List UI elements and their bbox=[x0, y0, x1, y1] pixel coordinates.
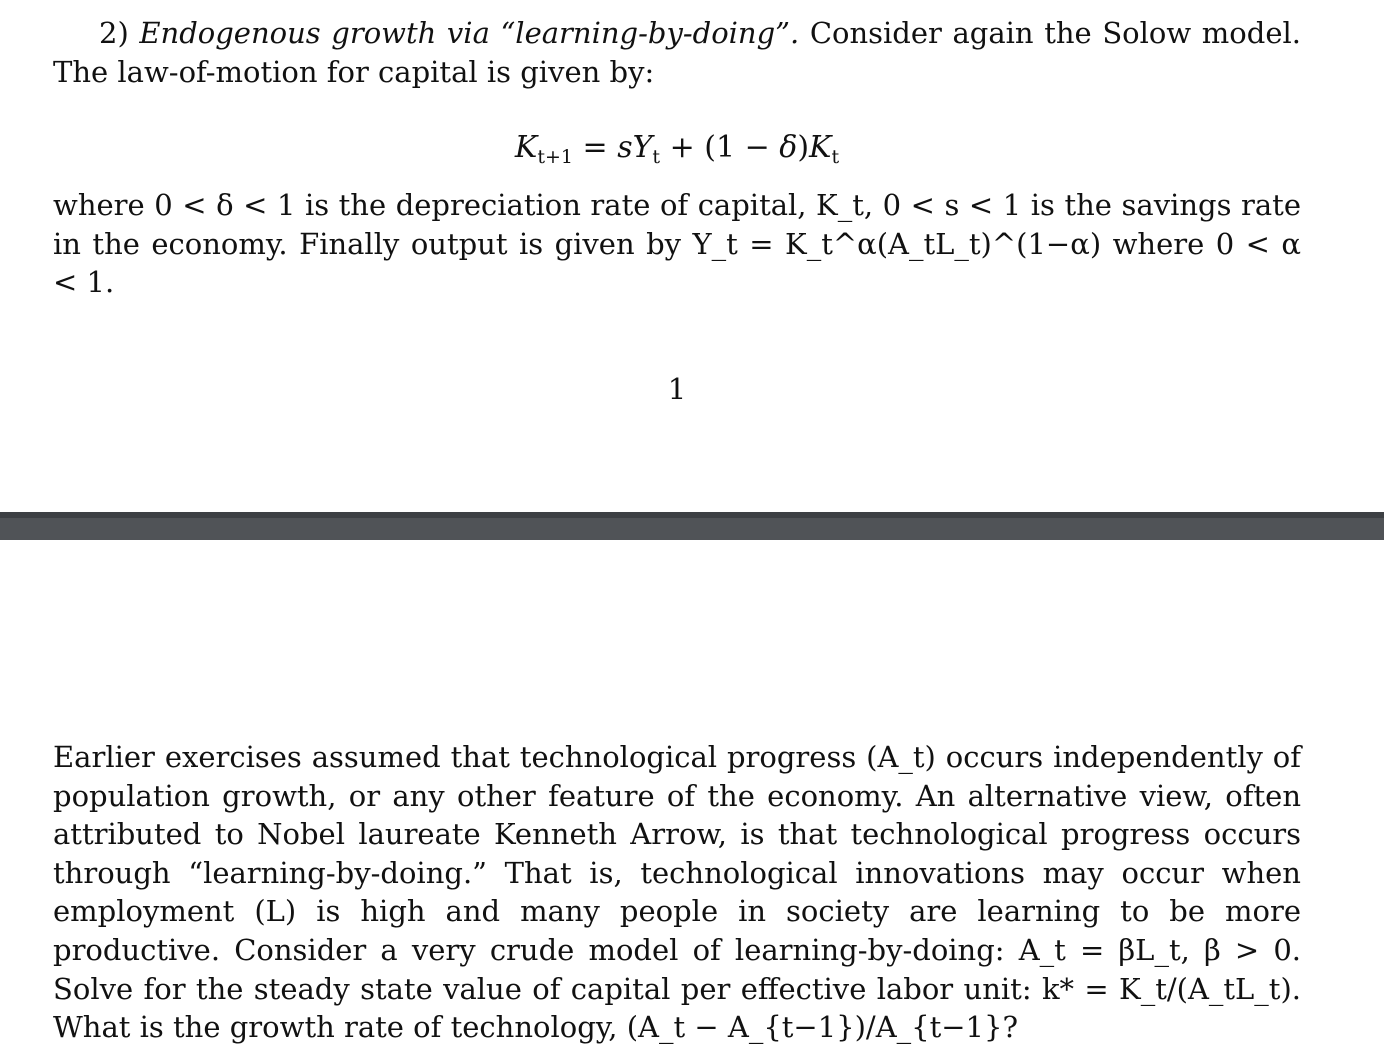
law-of-motion-equation: $K_{t+1} = sY_t + (1 - \delta)K_t$ bbox=[514, 130, 840, 168]
problem-number: 2) bbox=[99, 16, 129, 50]
pdf-page-1 bbox=[0, 0, 1384, 512]
problem-intro: Consider again the Solow model. The law-of-motion for capital is given by: bbox=[53, 16, 1301, 89]
problem-title: Endogenous growth via “learning-by-doing”. bbox=[139, 16, 800, 50]
page-number: 1 bbox=[667, 372, 687, 406]
pdf-page-2 bbox=[0, 540, 1384, 1045]
page-separator-edge bbox=[0, 512, 1384, 518]
problem-intro-paragraph bbox=[53, 14, 1301, 91]
learning-by-doing-paragraph: Earlier exercises assumed that technological progress (A_t) occurs independently of population growth, or any other feature of the economy. An alternative view, often attributed to Nobel laureate Kenneth Arrow, is that technological progress occurs through “learning-by-doing.” That is, technological innovations may occur when employment (L) is high and many people in society are learning to be more productive. Consider a very crude model of learning-by-doing: A_t = βL_t, β > 0. Solve for the steady state value of capital per effective labor unit: k* = K_t/(A_tL_t). What is the growth rate of technology, (A_t − A_{t−1})/A_{t−1}? bbox=[53, 740, 1301, 1045]
where-definitions-paragraph: where 0 < δ < 1 is the depreciation rate of capital, K_t, 0 < s < 1 is the savings rate in the economy. Finally output is given by Y_t = K_t^α(A_tL_t)^(1−α) where 0 < α < 1. bbox=[53, 188, 1301, 300]
